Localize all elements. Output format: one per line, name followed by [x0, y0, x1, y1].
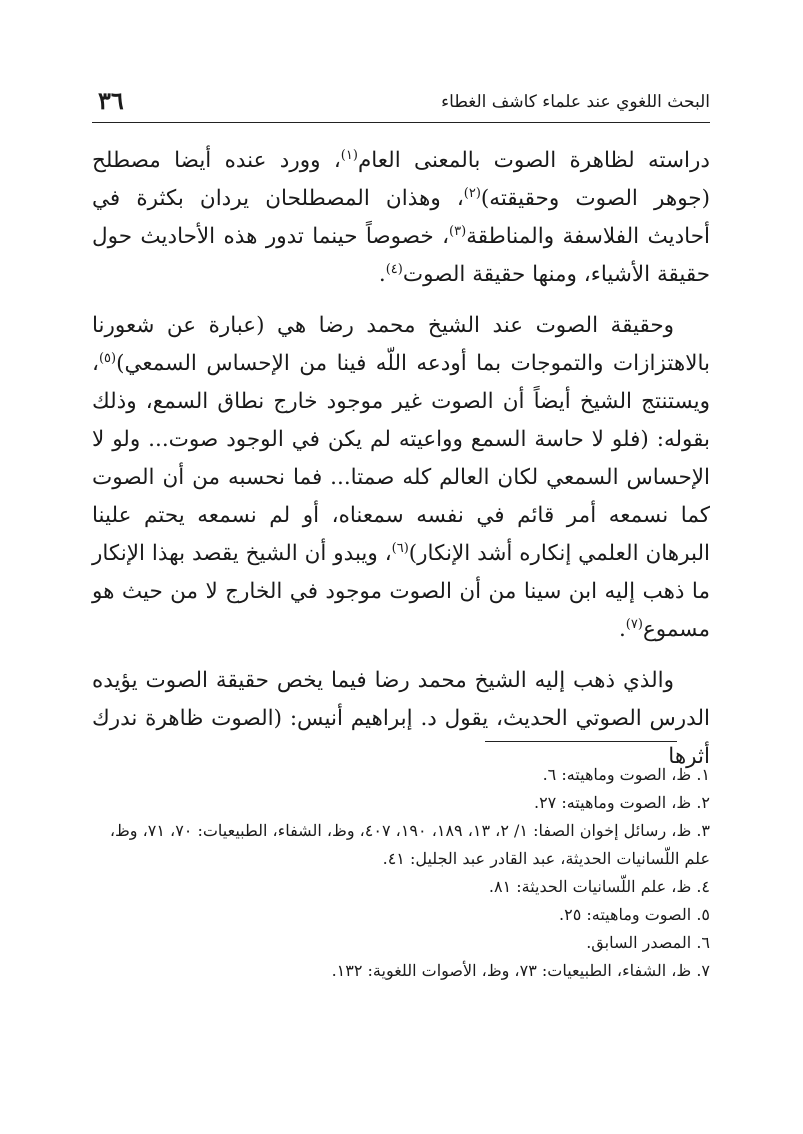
text-run: والذي ذهب إليه الشيخ محمد رضا فيما يخص حقيقة الصوت يؤيده الدرس الصوتي الحديث، يقول د. إبراهيم أنيس: (الصوت ظاهرة ندرك أثرها: [92, 668, 710, 769]
text-run: ، خصوصاً حينما تدور هذه الأحاديث حول حقيقة الأشياء، ومنها حقيقة الصوت: [92, 224, 710, 287]
footnote-reference: (١): [340, 147, 358, 163]
paragraph-1: [92, 142, 710, 294]
running-title: البحث اللغوي عند علماء كاشف الغطاء: [441, 92, 710, 112]
paragraph-2: [92, 307, 710, 649]
text-run: ، وورد عنده أيضا مصطلح (جوهر الصوت وحقيقته): [92, 148, 710, 211]
footnote-2: ٢. ظ، الصوت وماهيته: ٢٧.: [533, 793, 710, 812]
text-run: ، ويستنتج الشيخ أيضاً أن الصوت غير موجود خارج نطاق السمع، وذلك بقوله: (فلو لا حاسة السمع وواعيته لم يكن في الوجود صوت... ولو لا الإحساس السمعي لكان العالم كله صمتا... فما نحسبه من أن الصوت كما نسمعه أمر قائم في نفسه سمعناه، أو لم نسمعه يحتم علينا البرهان العلمي إنكاره أشد الإنكار): [92, 351, 710, 566]
footnote-6: ٦. المصدر السابق.: [586, 933, 710, 952]
text-run: ، ويبدو أن الشيخ يقصد بهذا الإنكار ما ذهب إليه ابن سينا من أن الصوت موجود في الخارج لا من حيث هو مسموع: [92, 541, 710, 642]
footnote-1: ١. ظ، الصوت وماهيته: ٦.: [542, 765, 710, 784]
page-header: [92, 78, 710, 123]
footnote-reference: (٥): [98, 350, 117, 366]
text-run: وحقيقة الصوت عند الشيخ محمد رضا هي (عبارة عن شعورنا بالاهتزازات والتموجات بما أودعه اللّه فينا من الإحساس السمعي): [92, 313, 710, 376]
text-run: دراسته لظاهرة الصوت بالمعنى العام: [357, 148, 710, 173]
footnote-5: ٥. الصوت وماهيته: ٢٥.: [559, 905, 710, 924]
footnote-7: ٧. ظ، الشفاء، الطبيعيات: ٧٣، وظ، الأصوات اللغوية: ١٣٢.: [331, 961, 710, 980]
footnote-reference: (٦): [391, 540, 409, 556]
footnote-reference: (٢): [463, 185, 481, 201]
footnotes: [92, 761, 710, 985]
page-number: ٣٦: [98, 86, 124, 115]
footnote-3: ٣. ظ، رسائل إخوان الصفا: ١/ ٢، ١٣، ١٨٩، ١٩٠، ٤٠٧، وظ، الشفاء، الطبيعيات: ٧٠، ٧١، وظ، علم اللّسانيات الحديثة، عبد القادر عبد الجليل: ٤١.: [109, 821, 710, 868]
paragraph-3: [92, 662, 710, 776]
footnote-reference: (٣): [449, 223, 467, 239]
footnote-separator: [485, 741, 677, 742]
text-run: ، وهذان المصطلحان يردان بكثرة في أحاديث الفلاسفة والمناطقة: [92, 186, 710, 249]
footnote-reference: (٧): [625, 616, 643, 632]
text-run: .: [378, 262, 386, 287]
footnote-4: ٤. ظ، علم اللّسانيات الحديثة: ٨١.: [488, 877, 710, 896]
text-run: .: [618, 617, 626, 642]
body-text: [92, 142, 710, 789]
footnote-reference: (٤): [385, 261, 403, 277]
